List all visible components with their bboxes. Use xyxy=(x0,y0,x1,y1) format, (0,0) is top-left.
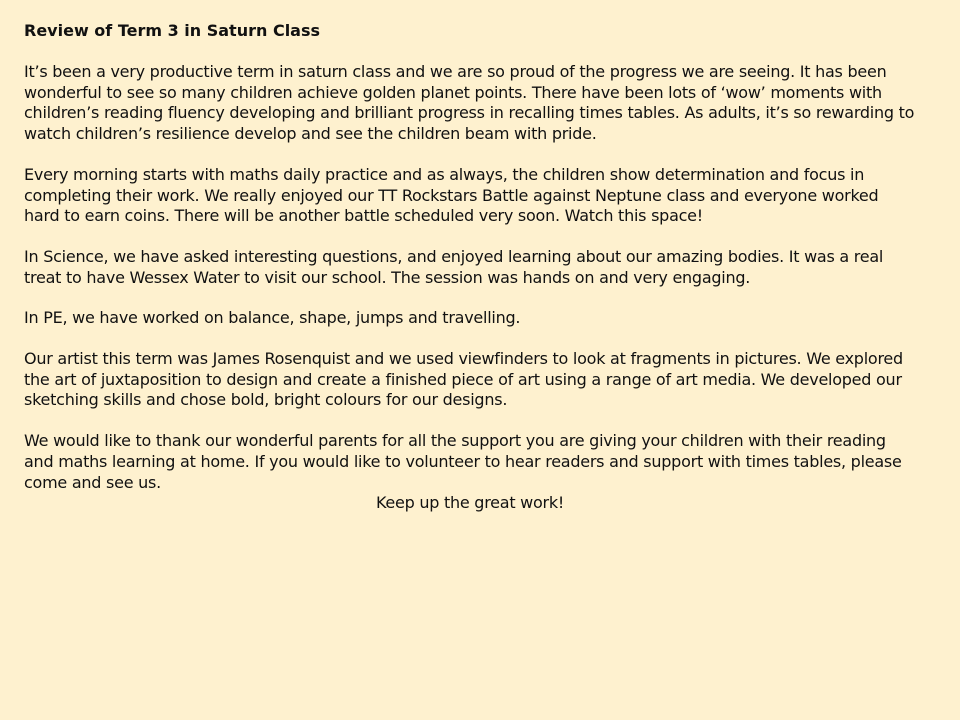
paragraph-science: In Science, we have asked interesting questions, and enjoyed learning about our amazing bodies. It was a real treat to have Wessex Water to visit our school. The session was hands on and very engaging. xyxy=(24,246,884,287)
closing-line: Keep up the great work! xyxy=(375,493,565,513)
page-title: Review of Term 3 in Saturn Class xyxy=(24,21,321,40)
paragraph-maths: Every morning starts with maths daily practice and as always, the children show determination and focus in completing their work. We really enjoyed our TT Rockstars Battle against Neptune class and everyone worked hard to earn coins. There will be another battle scheduled very soon. Watch this space! xyxy=(24,164,879,226)
paragraph-parents: We would like to thank our wonderful parents for all the support you are giving your children with their reading and maths learning at home. If you would like to volunteer to hear readers and support with times tables, please come and see us. xyxy=(24,431,902,492)
paragraph-pe: In PE, we have worked on balance, shape, jumps and travelling. xyxy=(24,308,521,328)
paragraph-art: Our artist this term was James Rosenquist and we used viewfinders to look at fragments in pictures. We explored the art of juxtaposition to design and create a finished piece of art using a range of art media. We developed our sketching skills and chose bold, bright colours for our designs. xyxy=(24,349,903,410)
paragraph-overview: It’s been a very productive term in saturn class and we are so proud of the progress we are seeing. It has been wonderful to see so many children achieve golden planet points. There have been lots of ‘wow’ moments with children’s reading fluency developing and brilliant progress in recalling times tables. As adults, it’s so rewarding to watch children’s resilience develop and see the children beam with pride. xyxy=(24,62,915,144)
